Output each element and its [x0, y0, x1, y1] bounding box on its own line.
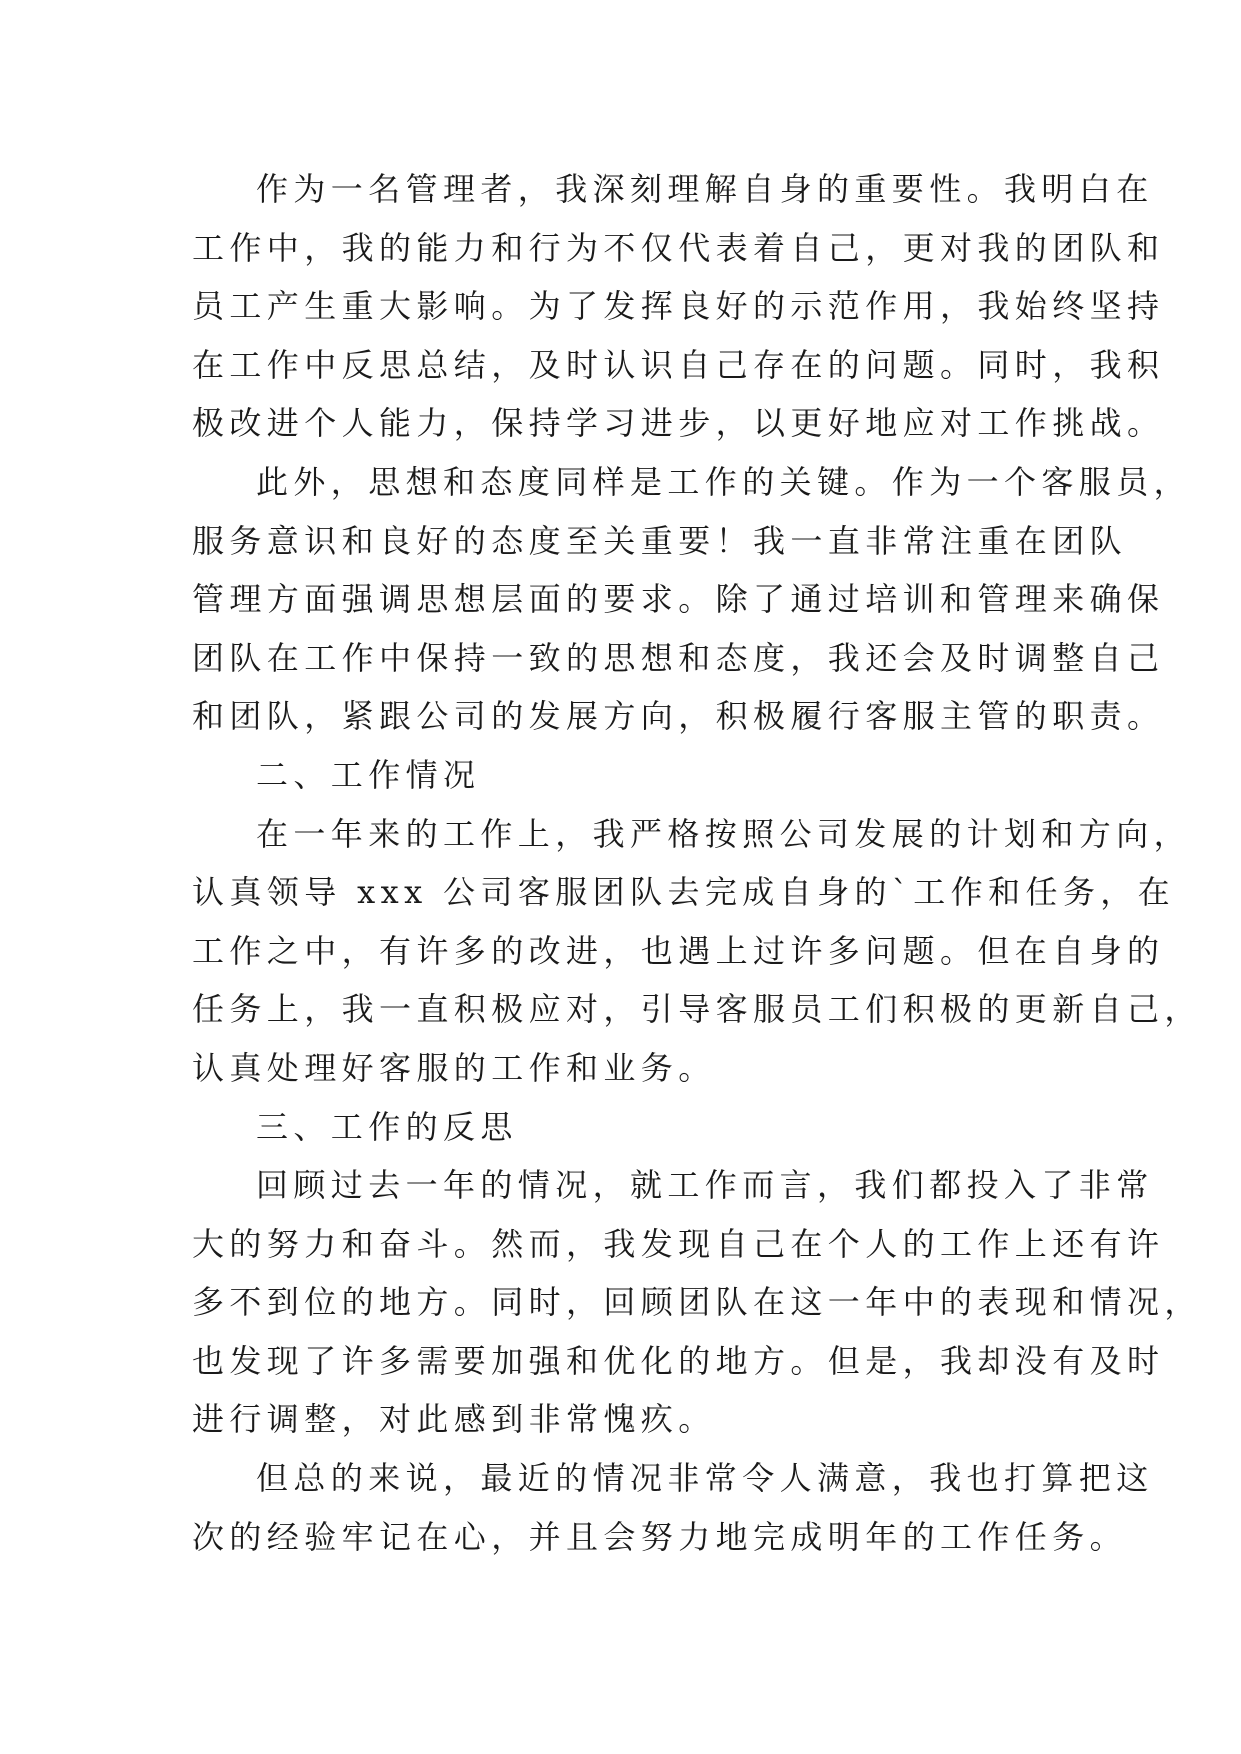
paragraph-line: 团队在工作中保持一致的思想和态度，我还会及时调整自己: [192, 638, 1165, 677]
paragraph-line: 进行调整，对此感到非常愧疚。: [192, 1400, 716, 1439]
paragraph-first-line: 但总的来说，最近的情况非常令人满意，我也打算把这: [256, 1459, 1154, 1498]
paragraph-line: 服务意识和良好的态度至关重要！我一直非常注重在团队: [192, 521, 1128, 560]
paragraph-first-line: 在一年来的工作上，我严格按照公司发展的计划和方向，: [256, 814, 1192, 853]
paragraph-line: 次的经验牢记在心，并且会努力地完成明年的工作任务。: [192, 1517, 1128, 1556]
paragraph-line: 任务上，我一直积极应对，引导客服员工们积极的更新自己，: [192, 990, 1202, 1029]
paragraph-line: 工作之中，有许多的改进，也遇上过许多问题。但在自身的: [192, 931, 1165, 970]
paragraph-line: 认真处理好客服的工作和业务。: [192, 1048, 716, 1087]
paragraph-line: 多不到位的地方。同时，回顾团队在这一年中的表现和情况，: [192, 1283, 1202, 1322]
paragraph-first-line: 作为一名管理者，我深刻理解自身的重要性。我明白在: [256, 170, 1154, 208]
paragraph-line: 极改进个人能力，保持学习进步，以更好地应对工作挑战。: [192, 404, 1165, 443]
paragraph-line: 大的努力和奋斗。然而，我发现自己在个人的工作上还有许: [192, 1224, 1165, 1263]
paragraph-first-line: 二、工作情况: [256, 755, 481, 794]
paragraph-line: 员工产生重大影响。为了发挥良好的示范作用，我始终坚持: [192, 287, 1165, 326]
paragraph-line: 工作中，我的能力和行为不仅代表着自己，更对我的团队和: [192, 228, 1165, 267]
paragraph-first-line: 三、工作的反思: [256, 1107, 518, 1146]
paragraph-line: 认真领导 xxx 公司客服团队去完成自身的`工作和任务，在: [192, 873, 1176, 912]
document-body: [192, 160, 1202, 1566]
paragraph-line: 也发现了许多需要加强和优化的地方。但是，我却没有及时: [192, 1341, 1165, 1380]
paragraph-first-line: 此外，思想和态度同样是工作的关键。作为一个客服员，: [256, 462, 1192, 501]
paragraph-first-line: 回顾过去一年的情况，就工作而言，我们都投入了非常: [256, 1166, 1154, 1205]
paragraph-line: 在工作中反思总结，及时认识自己存在的问题。同时，我积: [192, 345, 1165, 384]
paragraph-line: 管理方面强调思想层面的要求。除了通过培训和管理来确保: [192, 580, 1165, 619]
paragraph-line: 和团队，紧跟公司的发展方向，积极履行客服主管的职责。: [192, 697, 1165, 736]
